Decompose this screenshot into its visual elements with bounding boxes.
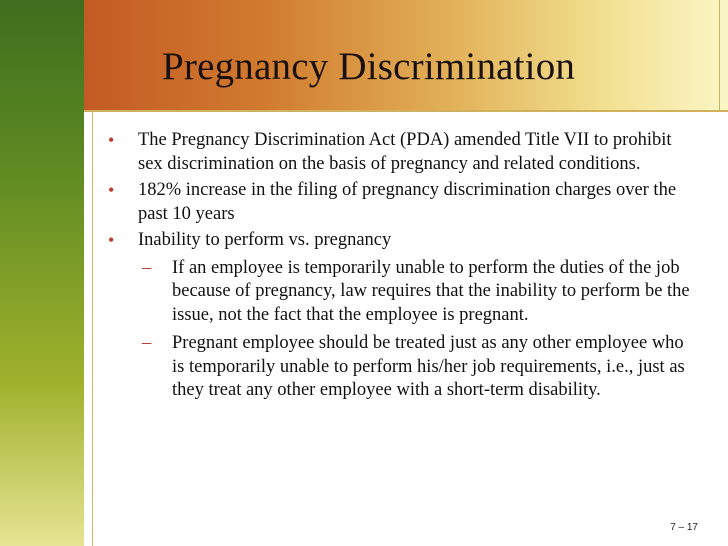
- bullet-item: [108, 129, 698, 176]
- bullet-text: The Pregnancy Discrimination Act (PDA) amended Title VII to prohibit sex discrimination on the basis of pregnancy and related conditions.: [138, 130, 672, 174]
- title-band-divider: [719, 0, 720, 112]
- sub-bullet-marker: –: [142, 333, 152, 353]
- bullet-item: [108, 179, 698, 226]
- bullet-marker: •: [108, 230, 115, 250]
- bullet-item: [108, 229, 698, 403]
- sub-bullet-marker: –: [142, 257, 152, 278]
- sub-bullet-text: Pregnant employee should be treated just as any other employee who is temporarily unable to perform his/her job requirements, i.e., just as they treat any other employee with a short-term disability.: [172, 333, 685, 400]
- sub-bullet-item: [138, 257, 698, 328]
- left-decorative-bar: [0, 0, 84, 546]
- bullet-marker: •: [108, 180, 115, 200]
- bullet-text: 182% increase in the filing of pregnancy discrimination charges over the past 10 years: [138, 180, 677, 224]
- page-number: 7 – 17: [670, 522, 698, 533]
- bullet-list: [108, 129, 698, 408]
- slide-title: Pregnancy Discrimination: [162, 45, 576, 88]
- bullet-text: Inability to perform vs. pregnancy: [138, 230, 392, 250]
- sub-bullet-text: If an employee is temporarily unable to perform the duties of the job because of pregnancy, law requires that the inability to perform be the issue, not the fact that the employee is pregnant.: [172, 257, 690, 325]
- bullet-marker: •: [108, 130, 115, 150]
- sub-bullet-list: [138, 257, 698, 403]
- sub-bullet-item: [138, 332, 698, 403]
